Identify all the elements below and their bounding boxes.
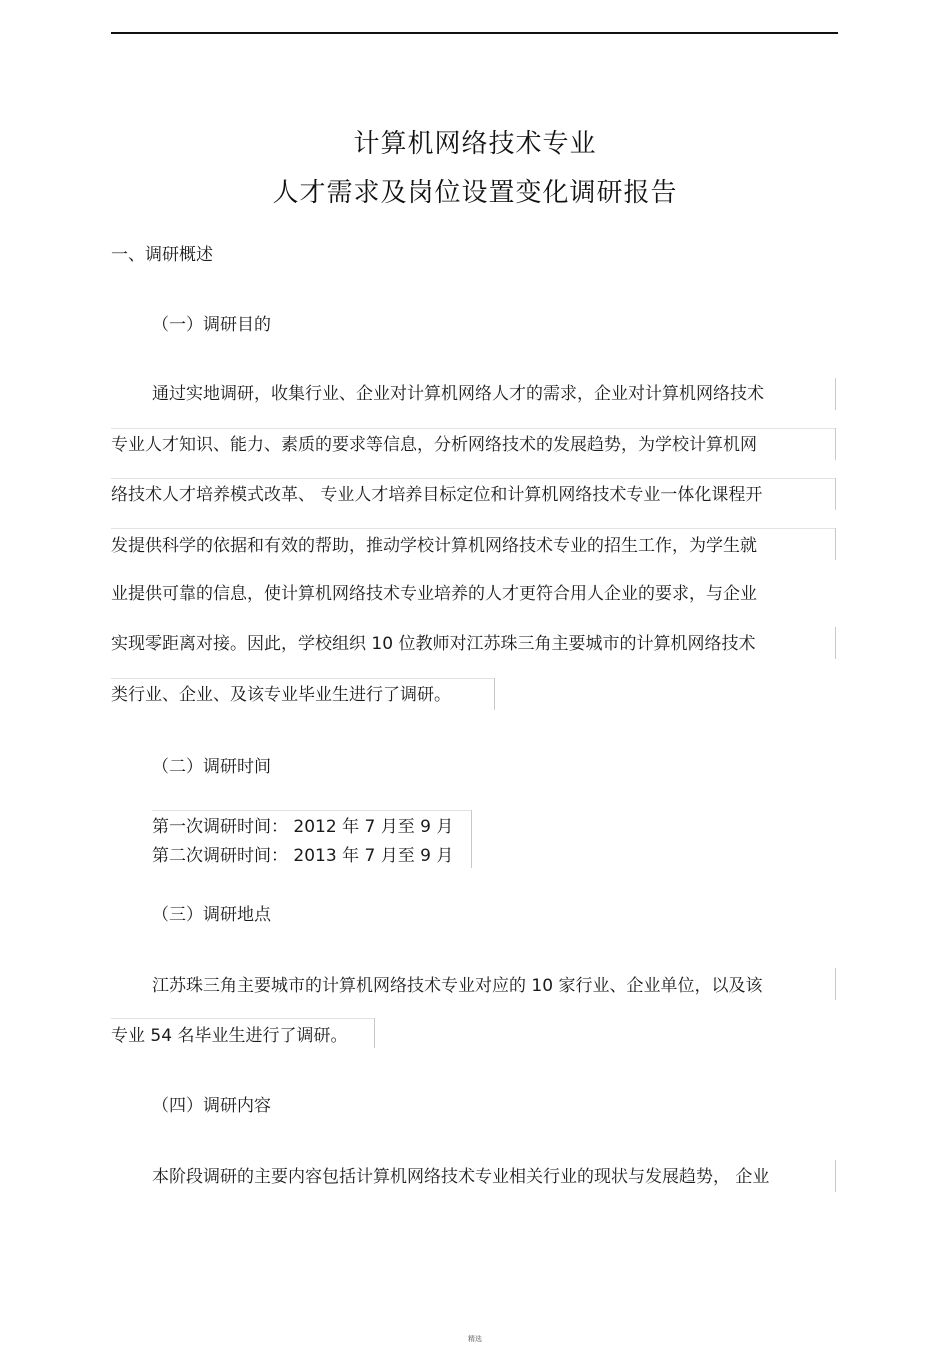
paragraph-line: 专业 54 名毕业生进行了调研。 xyxy=(111,1026,348,1046)
scan-artifact xyxy=(374,1018,375,1048)
survey-time-line: 第一次调研时间： 2012 年 7 月至 9 月 xyxy=(152,817,454,837)
scan-artifact xyxy=(835,1160,836,1192)
paragraph-line: 本阶段调研的主要内容包括计算机网络技术专业相关行业的现状与发展趋势， 企业 xyxy=(152,1167,770,1187)
subsection-heading: （二）调研时间 xyxy=(152,757,271,777)
scan-artifact xyxy=(835,627,836,659)
scan-artifact xyxy=(111,678,494,679)
doc-title-line2: 人才需求及岗位设置变化调研报告 xyxy=(272,178,678,208)
section-heading: 一、调研概述 xyxy=(111,245,213,265)
paragraph-line: 通过实地调研，收集行业、企业对计算机网络人才的需求，企业对计算机网络技术 xyxy=(152,384,764,404)
scan-artifact xyxy=(152,810,471,811)
paragraph-line: 业提供可靠的信息，使计算机网络技术专业培养的人才更符合用人企业的要求，与企业 xyxy=(111,584,757,604)
footer-mark: 精选 xyxy=(468,1335,482,1343)
scan-artifact xyxy=(835,378,836,410)
scan-artifact xyxy=(111,1018,374,1019)
scan-artifact xyxy=(835,968,836,1000)
paragraph-line: 络技术人才培养模式改革、 专业人才培养目标定位和计算机网络技术专业一体化课程开 xyxy=(111,485,763,505)
scan-artifact xyxy=(835,528,836,560)
scan-artifact xyxy=(494,678,495,710)
subsection-heading: （四）调研内容 xyxy=(152,1096,271,1116)
scan-artifact xyxy=(835,428,836,460)
subsection-heading: （三）调研地点 xyxy=(152,905,271,925)
paragraph-line: 类行业、企业、及该专业毕业生进行了调研。 xyxy=(111,685,451,705)
doc-title-line1: 计算机网络技术专业 xyxy=(353,129,597,159)
subsection-heading: （一）调研目的 xyxy=(152,315,271,335)
scan-artifact xyxy=(471,810,472,868)
scan-artifact xyxy=(835,478,836,510)
paragraph-line: 江苏珠三角主要城市的计算机网络技术专业对应的 10 家行业、企业单位，以及该 xyxy=(152,976,763,996)
paragraph-line: 专业人才知识、能力、素质的要求等信息，分析网络技术的发展趋势，为学校计算机网 xyxy=(111,435,757,455)
scan-artifact xyxy=(111,528,835,529)
paragraph-line: 发提供科学的依据和有效的帮助，推动学校计算机网络技术专业的招生工作，为学生就 xyxy=(111,536,757,556)
paragraph-line: 实现零距离对接。因此，学校组织 10 位教师对江苏珠三角主要城市的计算机网络技术 xyxy=(111,634,756,654)
header-rule xyxy=(111,32,838,34)
survey-time-line: 第二次调研时间： 2013 年 7 月至 9 月 xyxy=(152,846,454,866)
scan-artifact xyxy=(111,428,835,429)
scan-artifact xyxy=(111,478,835,479)
